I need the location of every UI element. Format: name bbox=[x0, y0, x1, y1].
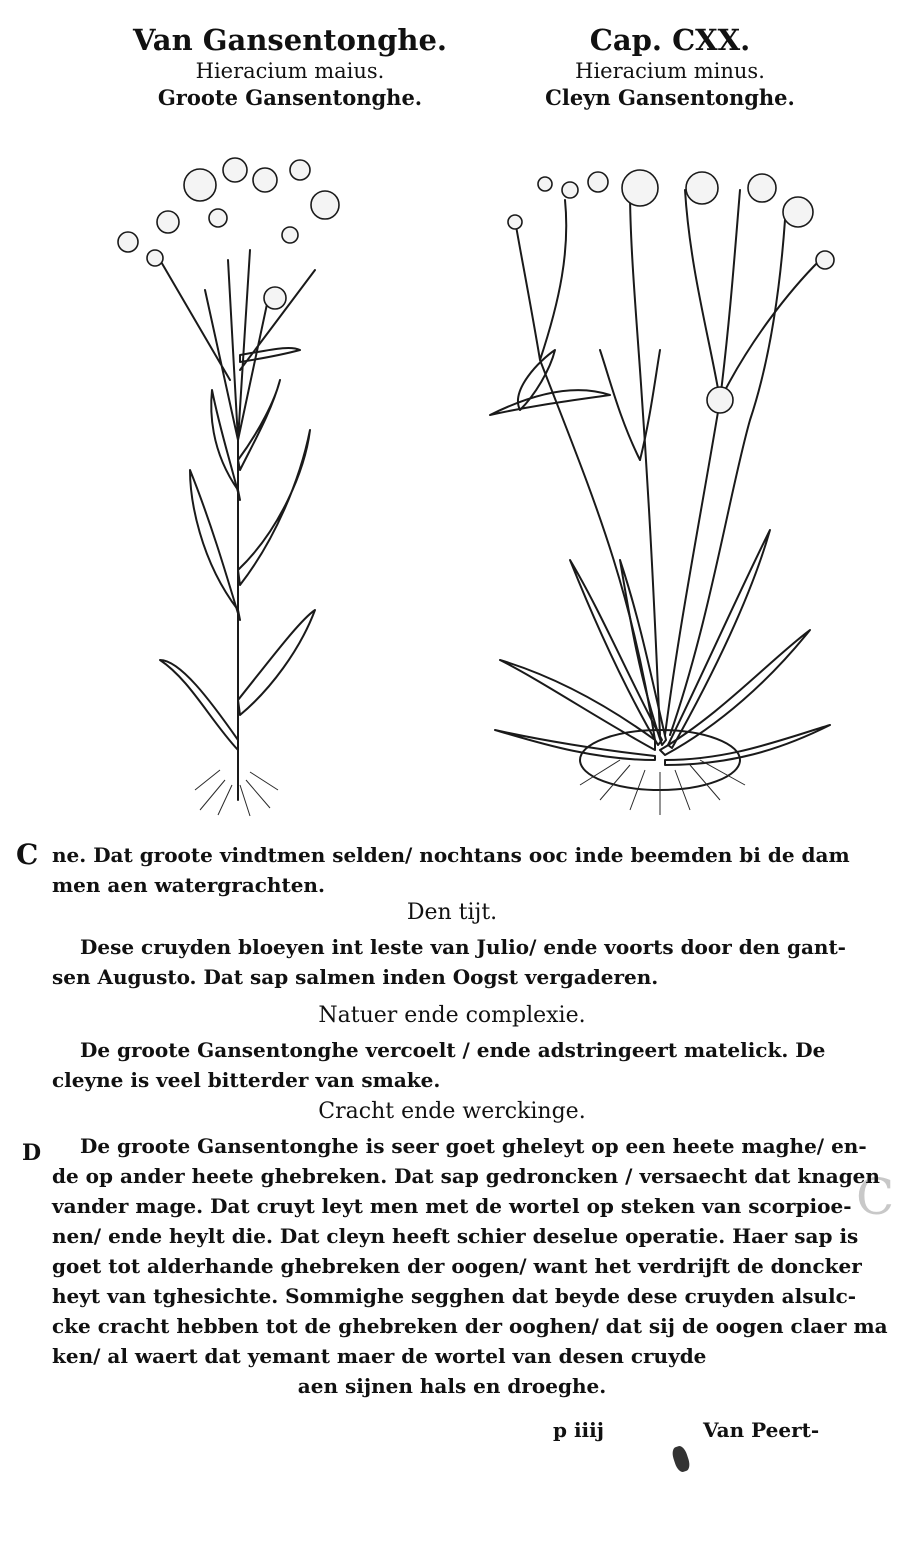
text-line: men aen watergrachten. bbox=[52, 873, 325, 897]
margin-letter-c: C bbox=[16, 838, 39, 871]
latin-name-left: Hieracium maius. bbox=[195, 59, 385, 83]
section-heading-time: Den tijt. bbox=[406, 900, 498, 925]
text-block-time bbox=[52, 932, 852, 992]
section-heading-virtues: Cracht ende werckinge. bbox=[318, 1099, 586, 1124]
plant-illustration-right bbox=[480, 160, 850, 820]
signature-mark: p iiij bbox=[553, 1418, 604, 1442]
catchword: Van Peert- bbox=[703, 1418, 820, 1442]
section-heading-nature: Natuer ende complexie. bbox=[318, 1003, 586, 1028]
text-block-nature bbox=[52, 1035, 852, 1095]
show-through-letter: C bbox=[856, 1168, 895, 1226]
chapter-number: Cap. CXX. bbox=[589, 23, 751, 57]
running-head-left: Van Gansentonghe. bbox=[132, 23, 448, 57]
text-line: cleyne is veel bitterder van smake. bbox=[52, 1068, 441, 1092]
text-block-virtues bbox=[52, 1131, 888, 1401]
text-line: cke cracht hebben tot de ghebreken der ooghen/ dat sij de oogen claer ma bbox=[52, 1314, 888, 1338]
text-line: sen Augusto. Dat sap salmen inden Oogst vergaderen. bbox=[52, 965, 659, 989]
margin-letter-d: D bbox=[22, 1140, 42, 1166]
text-line: de op ander heete ghebreken. Dat sap gedroncken / versaecht dat knagen bbox=[52, 1164, 880, 1188]
right-plant-header bbox=[500, 22, 840, 112]
text-line-final: aen sijnen hals en droeghe. bbox=[297, 1374, 607, 1398]
text-line: De groote Gansentonghe is seer goet gheleyt op een heete maghe/ en- bbox=[80, 1134, 867, 1158]
text-line: vander mage. Dat cruyt leyt men met de wortel op steken van scorpioe- bbox=[52, 1194, 852, 1218]
text-line: ne. Dat groote vindtmen selden/ nochtans ooc inde beemden bi de dam bbox=[52, 843, 850, 867]
latin-name-right: Hieracium minus. bbox=[575, 59, 765, 83]
text-line: heyt van tghesichte. Sommighe segghen dat beyde dese cruyden alsulc- bbox=[52, 1284, 857, 1308]
hieracium-maius-woodcut bbox=[100, 140, 360, 820]
dutch-name-right: Cleyn Gansentonghe. bbox=[545, 85, 795, 110]
dutch-name-left: Groote Gansentonghe. bbox=[157, 85, 423, 110]
left-plant-header bbox=[100, 22, 480, 112]
text-line: ken/ al waert dat yemant maer de wortel van desen cruyde bbox=[52, 1344, 707, 1368]
text-line: De groote Gansentonghe vercoelt / ende adstringeert matelick. De bbox=[80, 1038, 826, 1062]
hieracium-minus-woodcut bbox=[480, 160, 850, 820]
text-line: goet tot alderhande ghebreken der oogen/ want het verdrijft de doncker bbox=[52, 1254, 862, 1278]
text-line: nen/ ende heylt die. Dat cleyn heeft schier deselue operatie. Haer sap is bbox=[52, 1224, 859, 1248]
plant-illustration-left bbox=[100, 140, 360, 820]
ink-smudge bbox=[670, 1444, 691, 1473]
text-block-habitat bbox=[52, 840, 852, 900]
text-line: Dese cruyden bloeyen int leste van Julio/ ende voorts door den gant- bbox=[80, 935, 846, 959]
